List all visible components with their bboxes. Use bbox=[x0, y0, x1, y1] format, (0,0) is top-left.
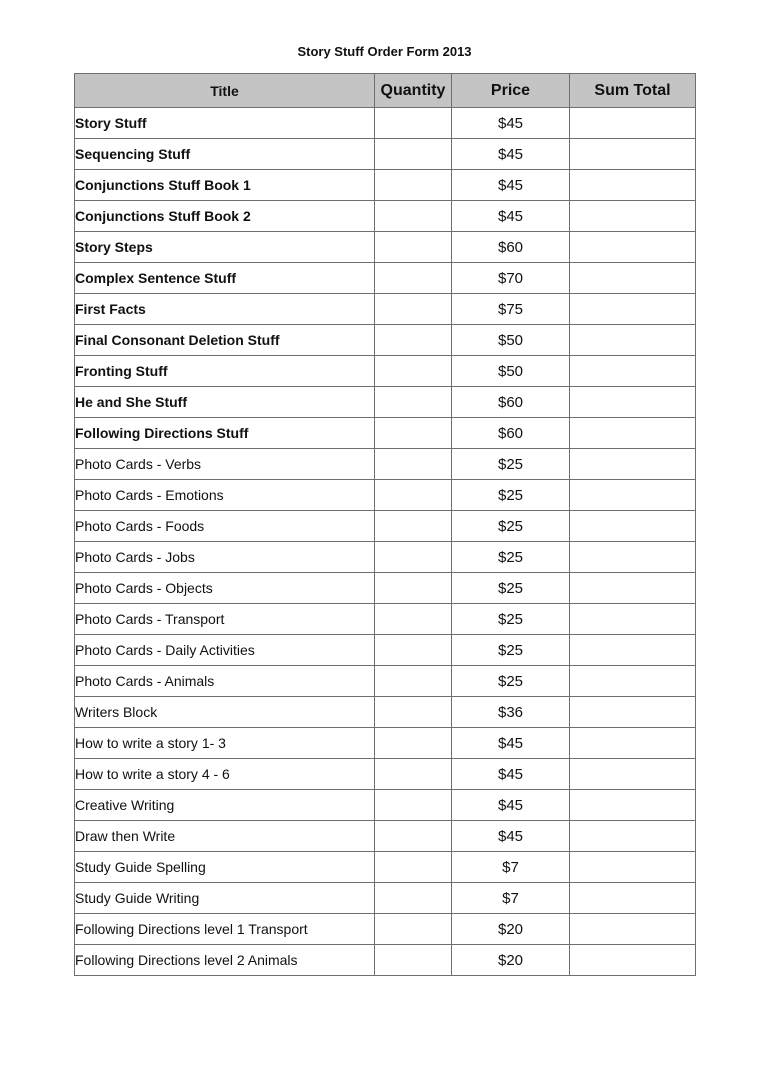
product-title-cell: Conjunctions Stuff Book 2 bbox=[75, 201, 375, 232]
product-title-cell: Photo Cards - Verbs bbox=[75, 449, 375, 480]
table-row bbox=[75, 294, 696, 325]
sum-total-cell[interactable] bbox=[570, 387, 696, 418]
column-header-title: Title bbox=[75, 74, 375, 108]
sum-total-cell[interactable] bbox=[570, 914, 696, 945]
header-row bbox=[75, 74, 696, 108]
page-title: Story Stuff Order Form 2013 bbox=[297, 44, 472, 59]
sum-total-cell[interactable] bbox=[570, 945, 696, 976]
quantity-cell[interactable] bbox=[375, 945, 452, 976]
quantity-cell[interactable] bbox=[375, 852, 452, 883]
sum-total-cell[interactable] bbox=[570, 635, 696, 666]
quantity-cell[interactable] bbox=[375, 356, 452, 387]
product-title-cell: Photo Cards - Emotions bbox=[75, 480, 375, 511]
price-cell: $60 bbox=[452, 418, 570, 449]
product-title-cell: Photo Cards - Jobs bbox=[75, 542, 375, 573]
product-title-cell: Study Guide Spelling bbox=[75, 852, 375, 883]
table-row bbox=[75, 821, 696, 852]
sum-total-cell[interactable] bbox=[570, 883, 696, 914]
quantity-cell[interactable] bbox=[375, 294, 452, 325]
price-cell: $60 bbox=[452, 387, 570, 418]
quantity-cell[interactable] bbox=[375, 139, 452, 170]
sum-total-cell[interactable] bbox=[570, 852, 696, 883]
sum-total-cell[interactable] bbox=[570, 139, 696, 170]
table-row bbox=[75, 759, 696, 790]
sum-total-cell[interactable] bbox=[570, 511, 696, 542]
table-row bbox=[75, 108, 696, 139]
quantity-cell[interactable] bbox=[375, 821, 452, 852]
product-title-cell: Complex Sentence Stuff bbox=[75, 263, 375, 294]
sum-total-cell[interactable] bbox=[570, 542, 696, 573]
product-title-cell: Photo Cards - Foods bbox=[75, 511, 375, 542]
quantity-cell[interactable] bbox=[375, 697, 452, 728]
table-row bbox=[75, 945, 696, 976]
quantity-cell[interactable] bbox=[375, 883, 452, 914]
table-row bbox=[75, 914, 696, 945]
price-cell: $50 bbox=[452, 356, 570, 387]
sum-total-cell[interactable] bbox=[570, 418, 696, 449]
product-title-cell: Draw then Write bbox=[75, 821, 375, 852]
column-header-quantity: Quantity bbox=[375, 74, 452, 108]
sum-total-cell[interactable] bbox=[570, 759, 696, 790]
price-cell: $45 bbox=[452, 728, 570, 759]
table-row bbox=[75, 263, 696, 294]
table-row bbox=[75, 790, 696, 821]
quantity-cell[interactable] bbox=[375, 511, 452, 542]
quantity-cell[interactable] bbox=[375, 387, 452, 418]
sum-total-cell[interactable] bbox=[570, 604, 696, 635]
price-cell: $25 bbox=[452, 635, 570, 666]
order-table bbox=[74, 73, 696, 976]
table-row bbox=[75, 511, 696, 542]
price-cell: $7 bbox=[452, 852, 570, 883]
table-row bbox=[75, 449, 696, 480]
product-title-cell: He and She Stuff bbox=[75, 387, 375, 418]
product-title-cell: Photo Cards - Daily Activities bbox=[75, 635, 375, 666]
column-header-sum-total: Sum Total bbox=[570, 74, 696, 108]
table-row bbox=[75, 573, 696, 604]
column-header-price: Price bbox=[452, 74, 570, 108]
price-cell: $45 bbox=[452, 790, 570, 821]
price-cell: $25 bbox=[452, 542, 570, 573]
sum-total-cell[interactable] bbox=[570, 325, 696, 356]
quantity-cell[interactable] bbox=[375, 759, 452, 790]
quantity-cell[interactable] bbox=[375, 914, 452, 945]
table-row bbox=[75, 139, 696, 170]
table-row bbox=[75, 170, 696, 201]
sum-total-cell[interactable] bbox=[570, 263, 696, 294]
quantity-cell[interactable] bbox=[375, 790, 452, 821]
price-cell: $20 bbox=[452, 945, 570, 976]
sum-total-cell[interactable] bbox=[570, 790, 696, 821]
table-row bbox=[75, 666, 696, 697]
product-title-cell: Creative Writing bbox=[75, 790, 375, 821]
product-title-cell: How to write a story 1- 3 bbox=[75, 728, 375, 759]
quantity-cell[interactable] bbox=[375, 263, 452, 294]
quantity-cell[interactable] bbox=[375, 418, 452, 449]
quantity-cell[interactable] bbox=[375, 635, 452, 666]
product-title-cell: Final Consonant Deletion Stuff bbox=[75, 325, 375, 356]
quantity-cell[interactable] bbox=[375, 728, 452, 759]
sum-total-cell[interactable] bbox=[570, 821, 696, 852]
price-cell: $75 bbox=[452, 294, 570, 325]
sum-total-cell[interactable] bbox=[570, 108, 696, 139]
product-title-cell: Photo Cards - Objects bbox=[75, 573, 375, 604]
price-cell: $70 bbox=[452, 263, 570, 294]
sum-total-cell[interactable] bbox=[570, 449, 696, 480]
sum-total-cell[interactable] bbox=[570, 170, 696, 201]
price-cell: $45 bbox=[452, 759, 570, 790]
table-row bbox=[75, 387, 696, 418]
product-title-cell: First Facts bbox=[75, 294, 375, 325]
price-cell: $45 bbox=[452, 108, 570, 139]
price-cell: $45 bbox=[452, 139, 570, 170]
price-cell: $25 bbox=[452, 573, 570, 604]
table-row bbox=[75, 325, 696, 356]
product-title-cell: Fronting Stuff bbox=[75, 356, 375, 387]
price-cell: $45 bbox=[452, 821, 570, 852]
sum-total-cell[interactable] bbox=[570, 201, 696, 232]
quantity-cell[interactable] bbox=[375, 232, 452, 263]
price-cell: $7 bbox=[452, 883, 570, 914]
product-title-cell: Writers Block bbox=[75, 697, 375, 728]
sum-total-cell[interactable] bbox=[570, 573, 696, 604]
quantity-cell[interactable] bbox=[375, 573, 452, 604]
product-title-cell: Following Directions level 1 Transport bbox=[75, 914, 375, 945]
quantity-cell[interactable] bbox=[375, 449, 452, 480]
quantity-cell[interactable] bbox=[375, 666, 452, 697]
quantity-cell[interactable] bbox=[375, 480, 452, 511]
price-cell: $25 bbox=[452, 449, 570, 480]
product-title-cell: Conjunctions Stuff Book 1 bbox=[75, 170, 375, 201]
sum-total-cell[interactable] bbox=[570, 232, 696, 263]
price-cell: $20 bbox=[452, 914, 570, 945]
quantity-cell[interactable] bbox=[375, 542, 452, 573]
product-title-cell: Photo Cards - Animals bbox=[75, 666, 375, 697]
product-title-cell: Sequencing Stuff bbox=[75, 139, 375, 170]
table-row bbox=[75, 356, 696, 387]
table-row bbox=[75, 480, 696, 511]
sum-total-cell[interactable] bbox=[570, 480, 696, 511]
order-table-body bbox=[75, 108, 696, 976]
price-cell: $25 bbox=[452, 604, 570, 635]
product-title-cell: Study Guide Writing bbox=[75, 883, 375, 914]
table-row bbox=[75, 883, 696, 914]
quantity-cell[interactable] bbox=[375, 108, 452, 139]
table-row bbox=[75, 604, 696, 635]
sum-total-cell[interactable] bbox=[570, 697, 696, 728]
sum-total-cell[interactable] bbox=[570, 356, 696, 387]
product-title-cell: Following Directions level 2 Animals bbox=[75, 945, 375, 976]
product-title-cell: Following Directions Stuff bbox=[75, 418, 375, 449]
quantity-cell[interactable] bbox=[375, 325, 452, 356]
table-row bbox=[75, 542, 696, 573]
sum-total-cell[interactable] bbox=[570, 728, 696, 759]
sum-total-cell[interactable] bbox=[570, 294, 696, 325]
product-title-cell: Story Stuff bbox=[75, 108, 375, 139]
table-row bbox=[75, 697, 696, 728]
price-cell: $50 bbox=[452, 325, 570, 356]
table-row bbox=[75, 418, 696, 449]
price-cell: $36 bbox=[452, 697, 570, 728]
price-cell: $25 bbox=[452, 511, 570, 542]
table-row bbox=[75, 201, 696, 232]
table-row bbox=[75, 635, 696, 666]
price-cell: $25 bbox=[452, 480, 570, 511]
quantity-cell[interactable] bbox=[375, 170, 452, 201]
quantity-cell[interactable] bbox=[375, 201, 452, 232]
product-title-cell: Photo Cards - Transport bbox=[75, 604, 375, 635]
price-cell: $60 bbox=[452, 232, 570, 263]
price-cell: $45 bbox=[452, 201, 570, 232]
product-title-cell: Story Steps bbox=[75, 232, 375, 263]
price-cell: $45 bbox=[452, 170, 570, 201]
table-row bbox=[75, 728, 696, 759]
table-row bbox=[75, 232, 696, 263]
quantity-cell[interactable] bbox=[375, 604, 452, 635]
sum-total-cell[interactable] bbox=[570, 666, 696, 697]
order-table-header bbox=[75, 74, 696, 108]
table-row bbox=[75, 852, 696, 883]
price-cell: $25 bbox=[452, 666, 570, 697]
product-title-cell: How to write a story 4 - 6 bbox=[75, 759, 375, 790]
